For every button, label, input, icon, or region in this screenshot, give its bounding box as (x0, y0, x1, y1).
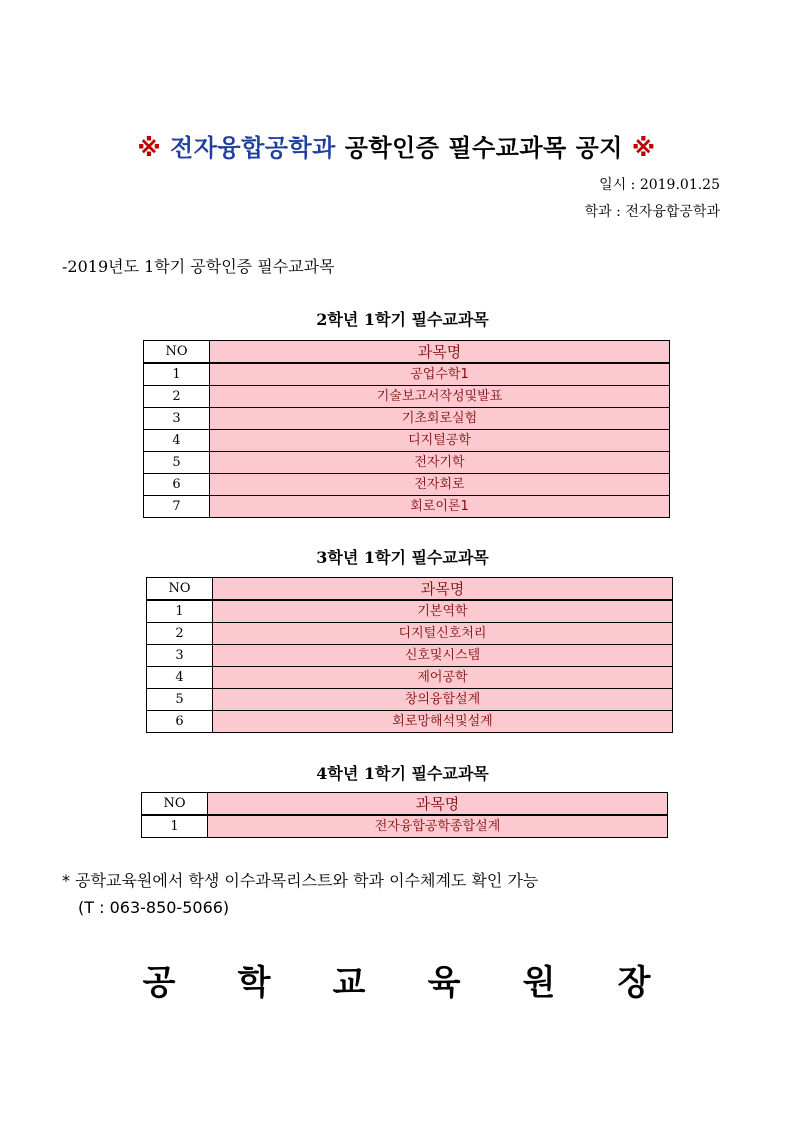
notice-date: 일시 : 2019.01.25 (599, 177, 720, 193)
row-course-name: 기본역학 (213, 600, 673, 623)
row-course-name: 디지털신호처리 (213, 623, 673, 645)
reference-mark-left: ※ (137, 134, 162, 162)
table-row (144, 386, 670, 408)
table-row (142, 815, 668, 838)
row-course-name: 기술보고서작성및발표 (210, 386, 670, 408)
row-course-name: 기초회로실험 (210, 408, 670, 430)
row-no: 5 (144, 452, 210, 474)
row-course-name: 회로망해석및설계 (213, 711, 673, 733)
section-title: 3학년 1학기 필수교과목 (316, 548, 489, 567)
table-row (147, 667, 673, 689)
row-course-name: 전자기학 (210, 452, 670, 474)
header-course-name: 과목명 (213, 578, 673, 601)
table-row (144, 408, 670, 430)
section-title: 2학년 1학기 필수교과목 (316, 310, 489, 329)
row-course-name: 회로이론1 (210, 496, 670, 518)
row-course-name: 공업수학1 (210, 363, 670, 386)
reference-mark-right: ※ (631, 134, 656, 162)
row-no: 7 (144, 496, 210, 518)
signature-char: 장 (617, 963, 651, 1003)
note-text: * 공학교육원에서 학생 이수과목리스트와 학과 이수체계도 확인 가능 (62, 871, 539, 890)
table-row (144, 363, 670, 386)
row-course-name: 디지털공학 (210, 430, 670, 452)
intro-heading: -2019년도 1학기 공학인증 필수교과목 (62, 257, 335, 276)
course-table (141, 792, 668, 838)
table-header-row (142, 793, 668, 816)
title-department: 전자융합공학과 (170, 134, 336, 162)
signature-char: 공 (142, 963, 176, 1003)
issuer-signature (0, 955, 793, 1004)
row-no: 2 (147, 623, 213, 645)
table-row (147, 689, 673, 711)
notice-title (0, 128, 793, 163)
table-row (147, 600, 673, 623)
table-row (144, 452, 670, 474)
signature-char: 육 (427, 963, 461, 1003)
notice-department: 학과 : 전자융합공학과 (584, 204, 720, 220)
row-no: 6 (144, 474, 210, 496)
table-row (147, 711, 673, 733)
section-title: 4학년 1학기 필수교과목 (316, 764, 489, 783)
row-course-name: 전자융합공학종합설계 (208, 815, 668, 838)
header-course-name: 과목명 (208, 793, 668, 816)
row-no: 1 (142, 815, 208, 838)
header-no: NO (144, 341, 210, 364)
row-no: 2 (144, 386, 210, 408)
title-text: 공학인증 필수교과목 공지 (344, 134, 623, 162)
table-row (144, 430, 670, 452)
row-no: 6 (147, 711, 213, 733)
header-no: NO (142, 793, 208, 816)
row-no: 4 (144, 430, 210, 452)
row-course-name: 신호및시스템 (213, 645, 673, 667)
row-no: 4 (147, 667, 213, 689)
row-no: 5 (147, 689, 213, 711)
row-no: 3 (147, 645, 213, 667)
signature-char: 원 (522, 963, 556, 1003)
table-row (147, 645, 673, 667)
row-no: 1 (147, 600, 213, 623)
table-row (144, 474, 670, 496)
table-row (144, 496, 670, 518)
header-course-name: 과목명 (210, 341, 670, 364)
course-table (146, 577, 673, 733)
row-no: 3 (144, 408, 210, 430)
signature-char: 교 (332, 963, 366, 1003)
row-course-name: 제어공학 (213, 667, 673, 689)
course-table (143, 340, 670, 518)
signature-char: 학 (237, 963, 271, 1003)
row-course-name: 창의융합설계 (213, 689, 673, 711)
table-header-row (147, 578, 673, 601)
row-course-name: 전자회로 (210, 474, 670, 496)
table-header-row (144, 341, 670, 364)
header-no: NO (147, 578, 213, 601)
row-no: 1 (144, 363, 210, 386)
note-phone: (T : 063-850-5066) (78, 898, 230, 917)
table-row (147, 623, 673, 645)
